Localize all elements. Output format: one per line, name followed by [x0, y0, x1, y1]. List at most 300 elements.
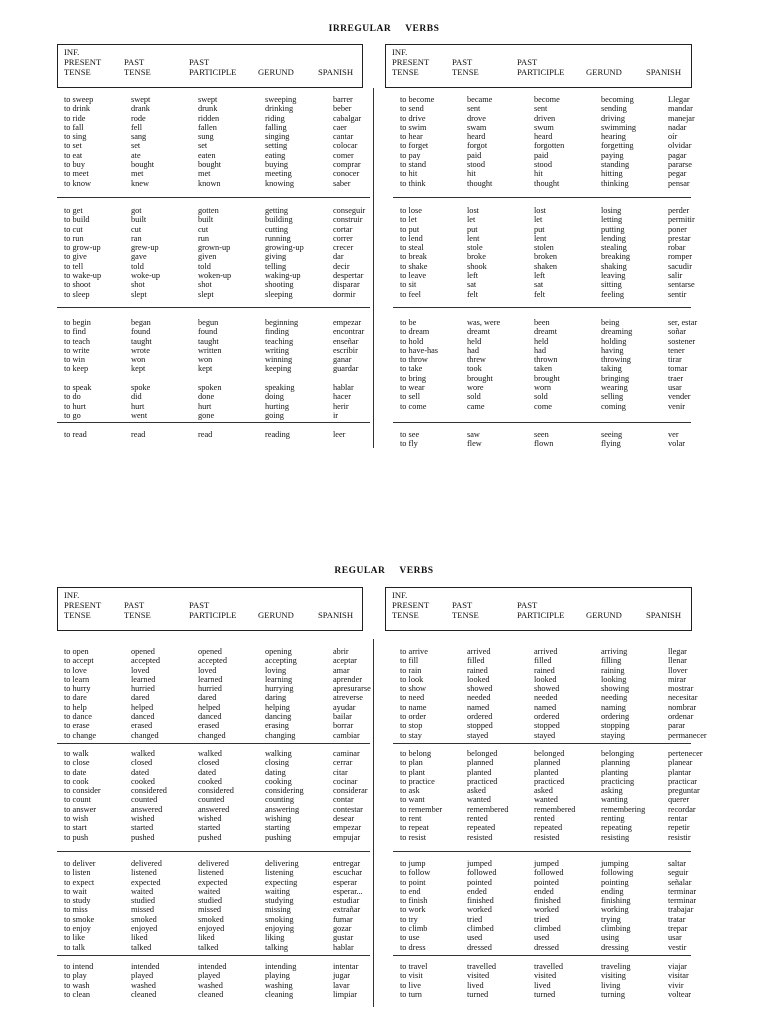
verb-cell: filled: [534, 656, 552, 666]
regular-right-group-divider: [393, 743, 691, 744]
verb-cell: to break: [400, 252, 427, 262]
verb-cell: hablar: [333, 383, 354, 393]
verb-cell: pagar: [668, 150, 687, 160]
title-word-2: VERBS: [405, 24, 440, 34]
verb-cell: held: [534, 336, 549, 346]
verb-cell: walked: [198, 749, 222, 758]
verb-cell: sold: [467, 392, 481, 402]
verb-cell: swimming: [601, 122, 637, 132]
header-inf: INF. PRESENT TENSE: [392, 47, 430, 77]
regular-left-group-4-past-tense: [131, 962, 160, 999]
verb-cell: esperar...: [333, 886, 363, 896]
verb-cell: comprar: [333, 160, 361, 170]
header-spanish: SPANISH: [318, 610, 354, 620]
verb-cell: woken-up: [198, 271, 232, 281]
regular-right-group-1-past-participle: [534, 647, 560, 740]
verb-cell: to push: [64, 832, 89, 842]
verb-cell: read: [198, 430, 213, 439]
verb-cell: resisted: [467, 832, 493, 842]
verb-cell: expected: [131, 877, 161, 887]
verb-cell: caer: [333, 122, 347, 132]
regular-right-group-1-gerund: [601, 647, 630, 740]
verb-cell: smoked: [198, 914, 224, 924]
verb-cell: to erase: [64, 721, 90, 731]
verb-cell: dormir: [333, 289, 356, 299]
verb-cell: to consider: [64, 786, 101, 796]
verb-cell: ayudar: [333, 702, 356, 712]
verb-cell: cleaned: [198, 989, 224, 999]
verb-cell: smoked: [131, 914, 157, 924]
verb-cell: to sleep: [64, 289, 90, 299]
irregular-left-group-2-infinitive: [64, 206, 101, 299]
verb-cell: tried: [534, 914, 550, 924]
verb-cell: found: [198, 327, 218, 337]
verb-cell: smoking: [265, 914, 294, 924]
regular-left-group-1-infinitive: [64, 647, 96, 740]
verb-cell: finished: [534, 896, 561, 906]
verb-cell: hurried: [198, 684, 222, 694]
verb-cell: to smoke: [64, 914, 95, 924]
verb-cell: ending: [601, 886, 624, 896]
verb-cell: erasing: [265, 721, 289, 731]
verb-cell: to fill: [400, 656, 419, 666]
verb-cell: changed: [131, 730, 159, 740]
verb-cell: visited: [534, 971, 557, 981]
verb-cell: aprender: [333, 674, 363, 684]
verb-cell: rented: [467, 814, 488, 824]
verb-cell: left: [467, 271, 479, 281]
verb-cell: grew-up: [131, 243, 159, 253]
verb-cell: gozar: [333, 924, 352, 934]
irregular-left-group-3-spanish: [333, 318, 364, 420]
verb-cell: esperar: [333, 877, 357, 887]
verb-cell: to end: [400, 886, 421, 896]
verb-cell: to know: [64, 178, 91, 188]
verb-cell: shot: [198, 280, 212, 290]
verb-cell: speaking: [265, 383, 295, 393]
verb-cell: llenar: [668, 656, 687, 666]
verb-cell: oír: [668, 132, 678, 142]
verb-cell: to visit: [400, 971, 423, 981]
verb-cell: atreverse: [333, 693, 363, 703]
verb-cell: pushed: [198, 832, 222, 842]
regular-right-group-1-spanish: [668, 647, 707, 740]
verb-cell: to plan: [400, 758, 423, 768]
verb-cell: sleeping: [265, 289, 293, 299]
verb-cell: forgot: [467, 141, 488, 151]
header-spanish: SPANISH: [318, 67, 354, 77]
verb-cell: soñar: [668, 327, 686, 337]
verb-cell: had: [467, 345, 479, 355]
verb-cell: fell: [131, 122, 143, 132]
verb-cell: to clean: [64, 989, 91, 999]
verb-cell: taken: [534, 364, 552, 374]
verb-cell: finished: [467, 896, 494, 906]
verb-cell: to repeat: [400, 823, 429, 833]
verb-cell: missed: [198, 905, 222, 915]
verb-cell: accepting: [265, 656, 297, 666]
irregular-right-group-4-past-participle: [534, 430, 553, 449]
verb-cell: heard: [534, 132, 553, 142]
verb-cell: rode: [131, 113, 146, 123]
verb-cell: dreaming: [601, 327, 633, 337]
verb-cell: meeting: [265, 169, 292, 179]
verb-cell: cutting: [265, 224, 289, 234]
verb-cell: to resist: [400, 832, 427, 842]
verb-cell: considering: [265, 786, 304, 796]
irregular-left-group-4-gerund: [265, 430, 290, 439]
verb-cell: remembered: [467, 804, 509, 814]
regular-left-group-divider: [57, 851, 370, 852]
verb-cell: to get: [64, 206, 83, 215]
verb-cell: pointed: [467, 877, 492, 887]
verb-cell: pegar: [668, 169, 687, 179]
verb-cell: having: [601, 345, 624, 355]
verb-cell: to set: [64, 141, 82, 151]
regular-right-group-4-past-tense: [467, 962, 496, 999]
verb-cell: ordenar: [668, 712, 694, 722]
verb-cell: to become: [400, 95, 435, 104]
verb-cell: trying: [601, 914, 621, 924]
verb-cell: stopped: [467, 721, 493, 731]
verb-cell: came: [467, 401, 485, 411]
verb-cell: hacer: [333, 392, 351, 402]
verb-cell: ordered: [467, 712, 493, 722]
irregular-left-group-4-past-participle: [198, 430, 212, 439]
header-past: PAST TENSE: [452, 600, 479, 620]
verb-cell: held: [467, 336, 482, 346]
regular-right-group-3-infinitive: [400, 859, 430, 952]
verb-cell: used: [467, 933, 483, 943]
verb-cell: to build: [64, 215, 90, 225]
verb-cell: tirar: [668, 355, 682, 365]
verb-cell: entregar: [333, 859, 361, 868]
irregular-right-group-2-past-tense: [467, 206, 487, 299]
regular-right-group-1-past-tense: [467, 647, 493, 740]
verb-cell: kept: [131, 364, 146, 374]
verb-cell: belonged: [534, 749, 565, 758]
verb-cell: looked: [534, 674, 557, 684]
verb-cell: planned: [534, 758, 561, 768]
verb-cell: started: [131, 823, 154, 833]
irregular-left-group-2-past-tense: [131, 206, 160, 299]
verb-cell: to wear: [400, 383, 425, 393]
verb-cell: fallen: [198, 122, 217, 132]
verb-cell: teaching: [265, 336, 294, 346]
verb-cell: naming: [601, 702, 626, 712]
verb-cell: sweeping: [265, 95, 297, 104]
verb-cell: asked: [467, 786, 486, 796]
verb-cell: visitar: [668, 971, 689, 981]
verb-cell: to lose: [400, 206, 422, 215]
verb-cell: to dress: [400, 942, 426, 952]
verb-cell: stayed: [534, 730, 556, 740]
header-past: PAST TENSE: [124, 600, 151, 620]
regular-left-group-2-past-participle: [198, 749, 234, 842]
verb-cell: forgetting: [601, 141, 634, 151]
verb-cell: permitir: [668, 215, 695, 225]
verb-cell: repetir: [668, 823, 690, 833]
verb-cell: studied: [131, 896, 155, 906]
verb-cell: slept: [131, 289, 147, 299]
verb-cell: empezar: [333, 823, 362, 833]
verb-cell: to teach: [64, 336, 91, 346]
verb-cell: getting: [265, 206, 289, 215]
regular-left-group-1-past-tense: [131, 647, 160, 740]
verb-cell: colocar: [333, 141, 358, 151]
verb-cell: hitting: [601, 169, 623, 179]
verb-cell: falling: [265, 122, 287, 132]
irregular-right-header: [385, 44, 692, 88]
verb-cell: gave: [131, 252, 147, 262]
verb-cell: climbed: [467, 924, 494, 934]
verb-cell: apresurarse: [333, 684, 371, 694]
verb-cell: ordering: [601, 712, 630, 722]
verb-cell: rented: [534, 814, 555, 824]
verb-cell: to belong: [400, 749, 432, 758]
verb-cell: washed: [131, 980, 156, 990]
verb-cell: liked: [198, 933, 215, 943]
verb-cell: hurt: [198, 401, 212, 411]
verb-cell: shaking: [601, 261, 627, 271]
verb-cell: tener: [668, 345, 685, 355]
verb-cell: sacudir: [668, 261, 692, 271]
verb-cell: caminar: [333, 749, 360, 758]
verb-cell: ridden: [198, 113, 220, 123]
irregular-right-group-4-spanish: [668, 430, 685, 449]
verb-cell: named: [534, 702, 557, 712]
verb-cell: dressed: [467, 942, 492, 952]
verb-cell: guardar: [333, 364, 359, 374]
verb-cell: danced: [198, 712, 222, 722]
verb-cell: to do: [64, 392, 81, 402]
verb-cell: considerar: [333, 786, 368, 796]
verb-cell: had: [534, 345, 546, 355]
verb-cell: to walk: [64, 749, 89, 758]
verb-cell: waiting: [265, 886, 290, 896]
verb-cell: mirar: [668, 674, 686, 684]
verb-cell: to fall: [64, 122, 84, 132]
irregular-right-group-1-spanish: [668, 95, 695, 188]
irregular-right-group-2-infinitive: [400, 206, 427, 299]
verb-cell: fumar: [333, 914, 353, 924]
verb-cell: forgotten: [534, 141, 565, 151]
verb-cell: traveling: [601, 962, 631, 971]
verb-cell: answered: [198, 804, 230, 814]
verb-cell: to be: [400, 318, 417, 327]
verb-cell: estudiar: [333, 896, 360, 906]
verb-cell: dressed: [534, 942, 559, 952]
verb-cell: to bring: [400, 373, 427, 383]
verb-cell: sitting: [601, 280, 622, 290]
irregular-right-group-3-past-tense: [467, 318, 500, 411]
verb-cell: to intend: [64, 962, 94, 971]
irregular-left-group-2-gerund: [265, 206, 304, 299]
verb-cell: reading: [265, 430, 290, 439]
verb-cell: to want: [400, 795, 425, 805]
verb-cell: felt: [467, 289, 479, 299]
regular-right-group-4-gerund: [601, 962, 631, 999]
verb-cell: repeated: [467, 823, 496, 833]
verb-cell: belonged: [467, 749, 498, 758]
verb-cell: missing: [265, 905, 291, 915]
verb-cell: practicar: [668, 776, 698, 786]
header-past: PAST TENSE: [452, 57, 479, 77]
verb-cell: set: [198, 141, 208, 151]
verb-cell: cerrar: [333, 758, 353, 768]
header-participle: PAST PARTICIPLE: [189, 57, 237, 77]
verb-cell: paid: [467, 150, 482, 160]
verb-cell: heard: [467, 132, 486, 142]
verb-cell: robar: [668, 243, 686, 253]
verb-cell: to wish: [64, 814, 89, 824]
verb-cell: to climb: [400, 924, 428, 934]
verb-cell: hit: [467, 169, 476, 179]
irregular-right-group-divider: [393, 197, 691, 198]
verb-cell: to stand: [400, 160, 427, 170]
verb-cell: practiced: [467, 776, 498, 786]
verb-cell: gustar: [333, 933, 354, 943]
verb-cell: swam: [467, 122, 487, 132]
irregular-right-group-3-past-participle: [534, 318, 560, 411]
verb-cell: starting: [265, 823, 290, 833]
verb-cell: lending: [601, 233, 626, 243]
verb-cell: practicing: [601, 776, 635, 786]
verb-cell: to stop: [400, 721, 423, 731]
verb-cell: to play: [64, 971, 87, 981]
verb-cell: stole: [467, 243, 483, 253]
verb-cell: driven: [534, 113, 556, 123]
verb-cell: to keep: [64, 364, 89, 374]
verb-cell: lived: [467, 980, 484, 990]
verb-cell: threw: [467, 355, 486, 365]
verb-cell: saw: [467, 430, 480, 439]
verb-cell: empujar: [333, 832, 361, 842]
verb-cell: learned: [198, 674, 223, 684]
verb-cell: limpiar: [333, 989, 357, 999]
verb-cell: counted: [198, 795, 225, 805]
verb-cell: prestar: [668, 233, 691, 243]
header-inf: INF. PRESENT TENSE: [64, 590, 102, 620]
verb-cell: dreamt: [534, 327, 558, 337]
verb-cell: wanted: [467, 795, 491, 805]
verb-cell: growing-up: [265, 243, 304, 253]
verb-cell: accepted: [131, 656, 161, 666]
verb-cell: amar: [333, 665, 350, 675]
verb-cell: jumping: [601, 859, 629, 868]
verb-cell: feeling: [601, 289, 625, 299]
verb-cell: vender: [668, 392, 691, 402]
verb-cell: contestar: [333, 804, 363, 814]
regular-right-group-2-spanish: [668, 749, 703, 842]
verb-cell: to drink: [64, 104, 91, 114]
verb-cell: rentar: [668, 814, 688, 824]
verb-cell: romper: [668, 252, 692, 262]
verb-cell: mandar: [668, 104, 693, 114]
irregular-left-group-1-infinitive: [64, 95, 93, 188]
verb-cell: helped: [131, 702, 154, 712]
verb-cell: walking: [265, 749, 292, 758]
verb-cell: to dream: [400, 327, 430, 337]
verb-cell: to jump: [400, 859, 426, 868]
verb-cell: to study: [64, 896, 91, 906]
regular-right-group-3-spanish: [668, 859, 696, 952]
verb-cell: stayed: [467, 730, 489, 740]
verb-cell: rained: [534, 665, 555, 675]
verb-cell: dating: [265, 767, 286, 777]
verb-cell: playing: [265, 971, 290, 981]
verb-cell: played: [198, 971, 221, 981]
verb-cell: taught: [131, 336, 152, 346]
verb-cell: listening: [265, 868, 294, 878]
verb-cell: grown-up: [198, 243, 231, 253]
verb-cell: going: [265, 410, 284, 420]
verb-cell: saltar: [668, 859, 686, 868]
verb-cell: seen: [534, 430, 549, 439]
verb-cell: looked: [467, 674, 490, 684]
verb-cell: ser, estar: [668, 318, 698, 327]
verb-cell: ran: [131, 233, 142, 243]
irregular-left-group-divider: [57, 197, 370, 198]
verb-cell: delivering: [265, 859, 299, 868]
verb-cell: salir: [668, 271, 683, 281]
verb-cell: pushing: [265, 832, 292, 842]
verb-cell: danced: [131, 712, 155, 722]
verb-cell: closing: [265, 758, 289, 768]
verb-cell: accepted: [198, 656, 228, 666]
verb-cell: beginning: [265, 318, 299, 327]
verb-cell: run: [198, 233, 210, 243]
verb-cell: to think: [400, 178, 426, 188]
verb-cell: bought: [131, 160, 155, 170]
verb-cell: to need: [400, 693, 425, 703]
verb-cell: to arrive: [400, 647, 428, 656]
verb-cell: bought: [198, 160, 222, 170]
irregular-right-group-divider: [393, 307, 691, 308]
verb-cell: to hear: [400, 132, 423, 142]
verb-cell: liked: [131, 933, 148, 943]
verb-cell: talking: [265, 942, 289, 952]
verb-cell: to forget: [400, 141, 429, 151]
verb-cell: delivered: [198, 859, 229, 868]
verb-cell: working: [601, 905, 629, 915]
title-word-2: VERBS: [399, 566, 434, 576]
verb-cell: to ask: [400, 786, 420, 796]
irregular-left-group-1-gerund: [265, 95, 296, 188]
verb-cell: using: [601, 933, 619, 943]
verb-cell: conseguir: [333, 206, 366, 215]
verb-cell: sung: [198, 132, 214, 142]
verb-cell: contar: [333, 795, 354, 805]
verb-cell: planear: [668, 758, 693, 768]
verb-cell: showing: [601, 684, 630, 694]
verb-cell: turned: [534, 989, 556, 999]
verb-cell: sent: [534, 104, 548, 114]
verb-cell: to order: [400, 712, 427, 722]
regular-left-group-divider: [57, 955, 370, 956]
verb-cell: extrañar: [333, 905, 361, 915]
verb-cell: thrown: [534, 355, 558, 365]
verb-cell: lived: [534, 980, 551, 990]
regular-panel-divider: [373, 639, 374, 1007]
verb-cell: considered: [131, 786, 167, 796]
verb-cell: losing: [601, 206, 622, 215]
verb-cell: loved: [198, 665, 217, 675]
regular-left-group-2-gerund: [265, 749, 304, 842]
verb-cell: leer: [333, 430, 346, 439]
irregular-left-group-4-infinitive: [64, 430, 87, 439]
verb-cell: thought: [467, 178, 493, 188]
